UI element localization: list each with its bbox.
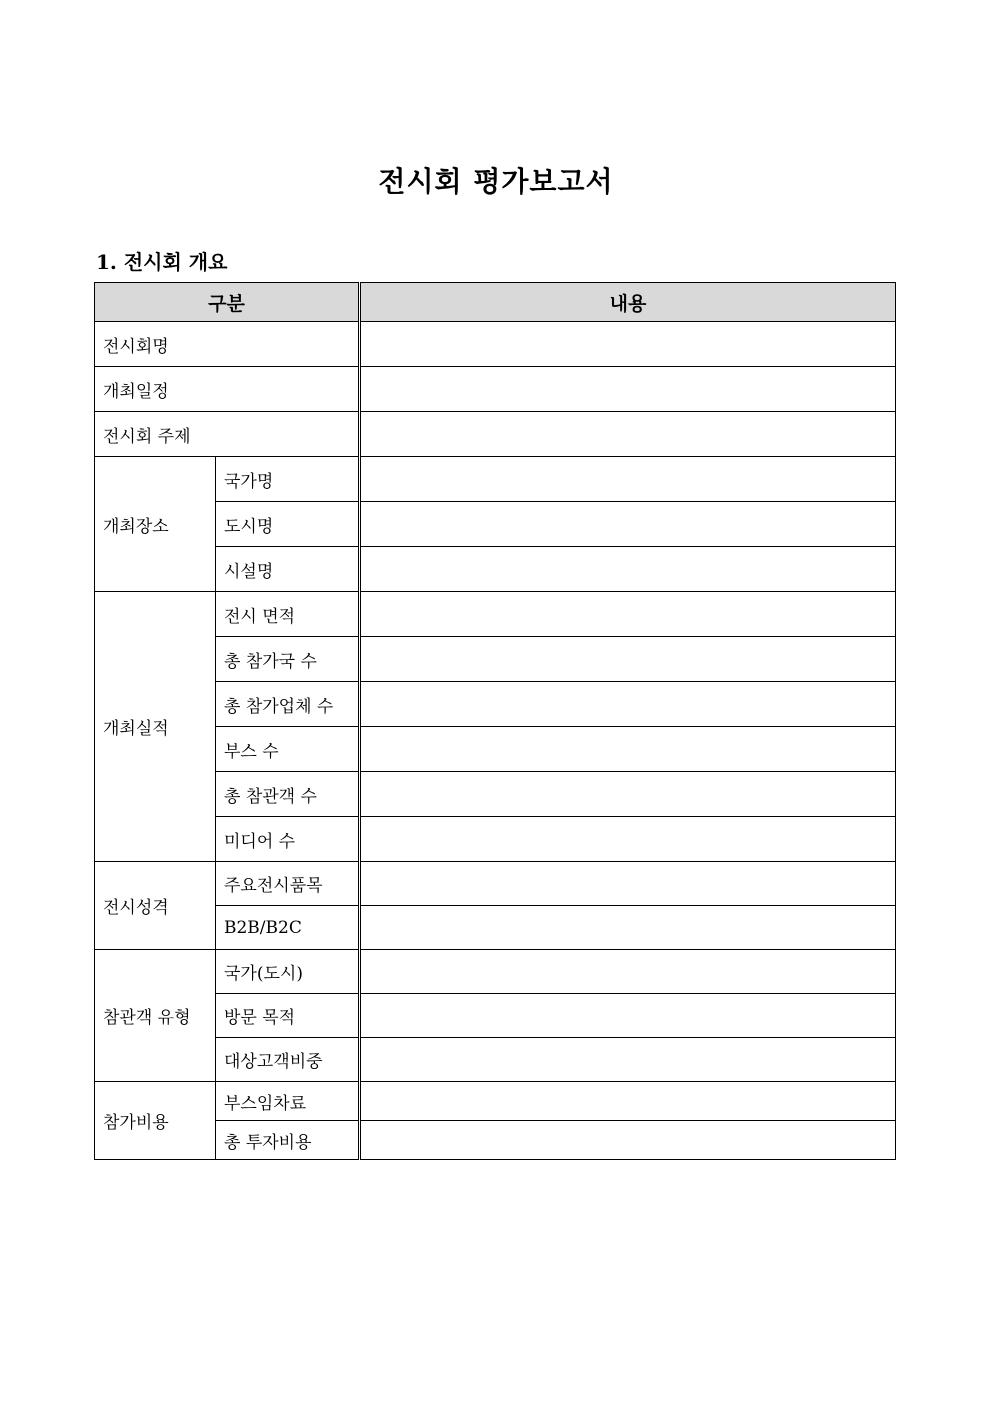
- value-visitor-ratio[interactable]: [360, 1038, 896, 1082]
- group-label-results: 개최실적: [95, 592, 216, 862]
- table-row: [95, 547, 896, 592]
- table-row: [95, 592, 896, 637]
- label-visitor-ratio: 대상고객비중: [216, 1038, 360, 1082]
- label-theme: 전시회 주제: [95, 412, 360, 457]
- label-visitor-purpose: 방문 목적: [216, 994, 360, 1038]
- table-row: [95, 637, 896, 682]
- table-row: [95, 682, 896, 727]
- table-row: [95, 950, 896, 994]
- group-label-cost: 참가비용: [95, 1082, 216, 1160]
- label-cost-booth-rent: 부스임차료: [216, 1082, 360, 1121]
- label-results-media: 미디어 수: [216, 817, 360, 862]
- table-row: [95, 906, 896, 950]
- value-theme[interactable]: [360, 412, 896, 457]
- value-results-visitors[interactable]: [360, 772, 896, 817]
- section-heading-overview: 1. 전시회 개요: [96, 250, 228, 274]
- group-label-venue: 개최장소: [95, 457, 216, 592]
- label-venue-country: 국가명: [216, 457, 360, 502]
- table-row: [95, 1038, 896, 1082]
- table-row: [95, 502, 896, 547]
- header-category: 구분: [95, 283, 360, 322]
- value-cost-booth-rent[interactable]: [360, 1082, 896, 1121]
- value-visitor-country[interactable]: [360, 950, 896, 994]
- value-character-b2b[interactable]: [360, 906, 896, 950]
- label-venue-facility: 시설명: [216, 547, 360, 592]
- label-results-booths: 부스 수: [216, 727, 360, 772]
- label-visitor-country: 국가(도시): [216, 950, 360, 994]
- table-row: [95, 412, 896, 457]
- value-results-booths[interactable]: [360, 727, 896, 772]
- value-schedule[interactable]: [360, 367, 896, 412]
- table-row: [95, 457, 896, 502]
- value-results-companies[interactable]: [360, 682, 896, 727]
- table-row: [95, 862, 896, 906]
- document-title: 전시회 평가보고서: [378, 165, 614, 198]
- header-content: 내용: [360, 283, 896, 322]
- table-row: [95, 772, 896, 817]
- table-row: [95, 1082, 896, 1121]
- table-row: [95, 817, 896, 862]
- table-row: [95, 994, 896, 1038]
- value-venue-facility[interactable]: [360, 547, 896, 592]
- label-character-items: 주요전시품목: [216, 862, 360, 906]
- label-schedule: 개최일정: [95, 367, 360, 412]
- table-row: [95, 1121, 896, 1160]
- label-results-companies: 총 참가업체 수: [216, 682, 360, 727]
- label-results-area: 전시 면적: [216, 592, 360, 637]
- label-venue-city: 도시명: [216, 502, 360, 547]
- label-cost-total: 총 투자비용: [216, 1121, 360, 1160]
- label-character-b2b: B2B/B2C: [216, 906, 360, 950]
- value-character-items[interactable]: [360, 862, 896, 906]
- value-results-area[interactable]: [360, 592, 896, 637]
- value-exhibition-name[interactable]: [360, 322, 896, 367]
- value-results-countries[interactable]: [360, 637, 896, 682]
- value-cost-total[interactable]: [360, 1121, 896, 1160]
- value-venue-city[interactable]: [360, 502, 896, 547]
- value-visitor-purpose[interactable]: [360, 994, 896, 1038]
- label-results-visitors: 총 참관객 수: [216, 772, 360, 817]
- overview-table-container: [94, 282, 895, 1160]
- table-row: [95, 322, 896, 367]
- table-row: [95, 367, 896, 412]
- label-results-countries: 총 참가국 수: [216, 637, 360, 682]
- group-label-character: 전시성격: [95, 862, 216, 950]
- group-label-visitor-type: 참관객 유형: [95, 950, 216, 1082]
- label-exhibition-name: 전시회명: [95, 322, 360, 367]
- table-header-row: [95, 283, 896, 322]
- value-results-media[interactable]: [360, 817, 896, 862]
- table-row: [95, 727, 896, 772]
- value-venue-country[interactable]: [360, 457, 896, 502]
- overview-table: [94, 282, 896, 1160]
